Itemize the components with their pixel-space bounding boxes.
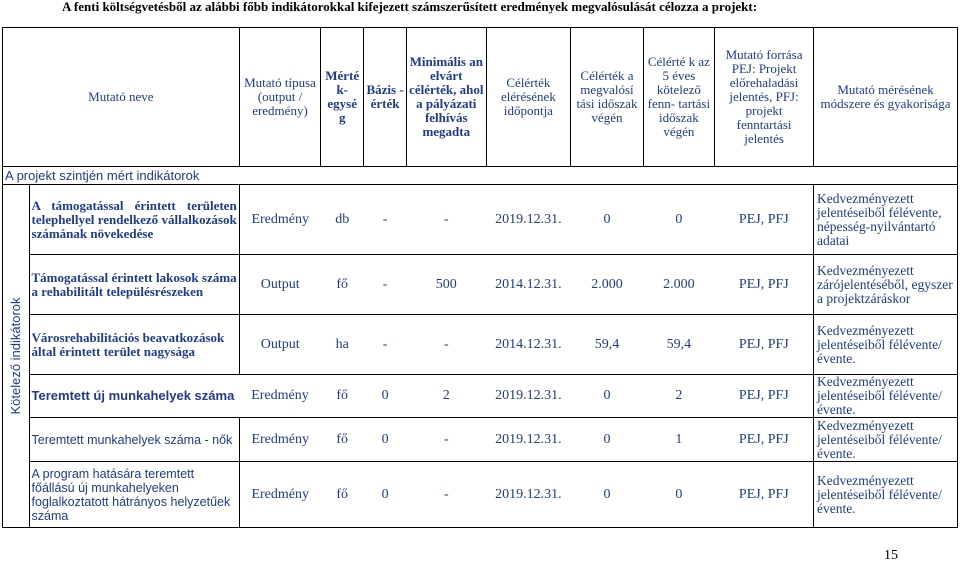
indicator-five: 2.000 [643,255,714,315]
indicator-type: Eredmény [239,185,321,255]
indicator-five: 0 [643,462,714,528]
page-number: 15 [884,548,898,563]
indicator-end: 0 [571,462,643,528]
col-header-name: Mutató neve [3,28,240,167]
section-row [3,167,958,185]
indicator-date: 2014.12.31. [486,315,571,375]
indicator-name: Teremtett új munkahelyek száma [29,375,239,418]
indicator-method: Kedvezményezett jelentéseiből félévente/ évente. [814,418,958,462]
indicator-min: - [406,418,486,462]
table-row [3,462,958,528]
table-row [3,185,958,255]
indicator-source: PEJ, PFJ [715,375,814,418]
indicator-name: A támogatással érintett területen telephellyel rendelkező vállalkozások számának növekedése [29,185,239,255]
indicator-five: 0 [643,185,714,255]
indicator-unit: fő [321,375,364,418]
col-header-unit: Mérté k- egysé g [321,28,364,167]
indicator-date: 2019.12.31. [486,375,571,418]
indicator-five: 59,4 [643,315,714,375]
indicator-unit: fő [321,418,364,462]
indicator-method: Kedvezményezett zárójelentéséből, egyszer a projektzáráskor [814,255,958,315]
indicator-source: PEJ, PFJ [715,185,814,255]
col-header-method: Mutató mérésének módszere és gyakorisága [814,28,958,167]
indicator-base: 0 [364,462,407,528]
indicator-end: 59,4 [571,315,643,375]
indicator-five: 2 [643,375,714,418]
indicator-type: Output [239,255,321,315]
col-header-base: Bázis - érték [364,28,407,167]
indicator-type: Output [239,315,321,375]
indicator-five: 1 [643,418,714,462]
indicator-min: - [406,185,486,255]
section-label: A projekt szintjén mért indikátorok [3,167,814,185]
indicator-name: A program hatására teremtett főállású új munkahelyeken foglalkoztatott hátrányos helyzetűek száma [29,462,239,528]
indicator-type: Eredmény [239,462,321,528]
table-row [3,418,958,462]
indicator-date: 2014.12.31. [486,255,571,315]
indicator-unit: fő [321,255,364,315]
indicator-unit: ha [321,315,364,375]
indicator-method: Kedvezményezett jelentéseiből félévente/ évente. [814,462,958,528]
indicator-date: 2019.12.31. [486,462,571,528]
indicator-unit: fő [321,462,364,528]
indicator-method: Kedvezményezett jelentéseiből félévente/ évente. [814,375,958,418]
col-header-target-end: Célérték a megvalósí tási időszak végén [571,28,643,167]
document-heading: A fenti költségvetésből az alábbi főbb indikátorokkal kifejezett számszerűsített eredmények megvalósulását célozza a projekt: [62,0,758,14]
indicator-unit: db [321,185,364,255]
indicator-base: - [364,255,407,315]
col-header-source: Mutató forrása PEJ: Projekt előrehaladási jelentés, PFJ: projekt fenntartási jelentés [715,28,814,167]
col-header-min-target: Minimális an elvárt célérték, ahol a pályázati felhívás megadta [406,28,486,167]
indicator-end: 2.000 [571,255,643,315]
indicator-name: Városrehabilitációs beavatkozások által érintett terület nagysága [29,315,239,375]
indicator-method: Kedvezményezett jelentéseiből félévente/ évente. [814,315,958,375]
indicator-source: PEJ, PFJ [715,255,814,315]
indicator-end: 0 [571,185,643,255]
col-header-target-5y: Célérté k az 5 éves kötelező fenn- tartási időszak végén [643,28,714,167]
indicator-date: 2019.12.31. [486,185,571,255]
indicator-min: - [406,315,486,375]
indicator-min: 2 [406,375,486,418]
side-label-cell [3,185,30,528]
indicator-source: PEJ, PFJ [715,315,814,375]
indicator-source: PEJ, PFJ [715,462,814,528]
indicator-base: 0 [364,375,407,418]
indicator-source: PEJ, PFJ [715,418,814,462]
indicator-type: Eredmény [239,375,321,418]
header-row [3,28,958,167]
indicator-table [2,27,958,528]
indicator-name: Teremtett munkahelyek száma - nők [29,418,239,462]
indicator-base: - [364,315,407,375]
table-row [3,375,958,418]
indicator-method: Kedvezményezett jelentéseiből félévente, népesség-nyilvántartó adatai [814,185,958,255]
indicator-name: Támogatással érintett lakosok száma a rehabilitált településrészeken [29,255,239,315]
indicator-min: - [406,462,486,528]
col-header-type: Mutató típusa (output / eredmény) [239,28,321,167]
col-header-target-date: Célérték elérésének időpontja [486,28,571,167]
indicator-type: Eredmény [239,418,321,462]
table-row [3,255,958,315]
indicator-date: 2019.12.31. [486,418,571,462]
indicator-end: 0 [571,375,643,418]
indicator-base: - [364,185,407,255]
indicator-min: 500 [406,255,486,315]
side-label: Kötelező indikátorok [7,297,23,415]
indicator-end: 0 [571,418,643,462]
table-row [3,315,958,375]
indicator-base: 0 [364,418,407,462]
